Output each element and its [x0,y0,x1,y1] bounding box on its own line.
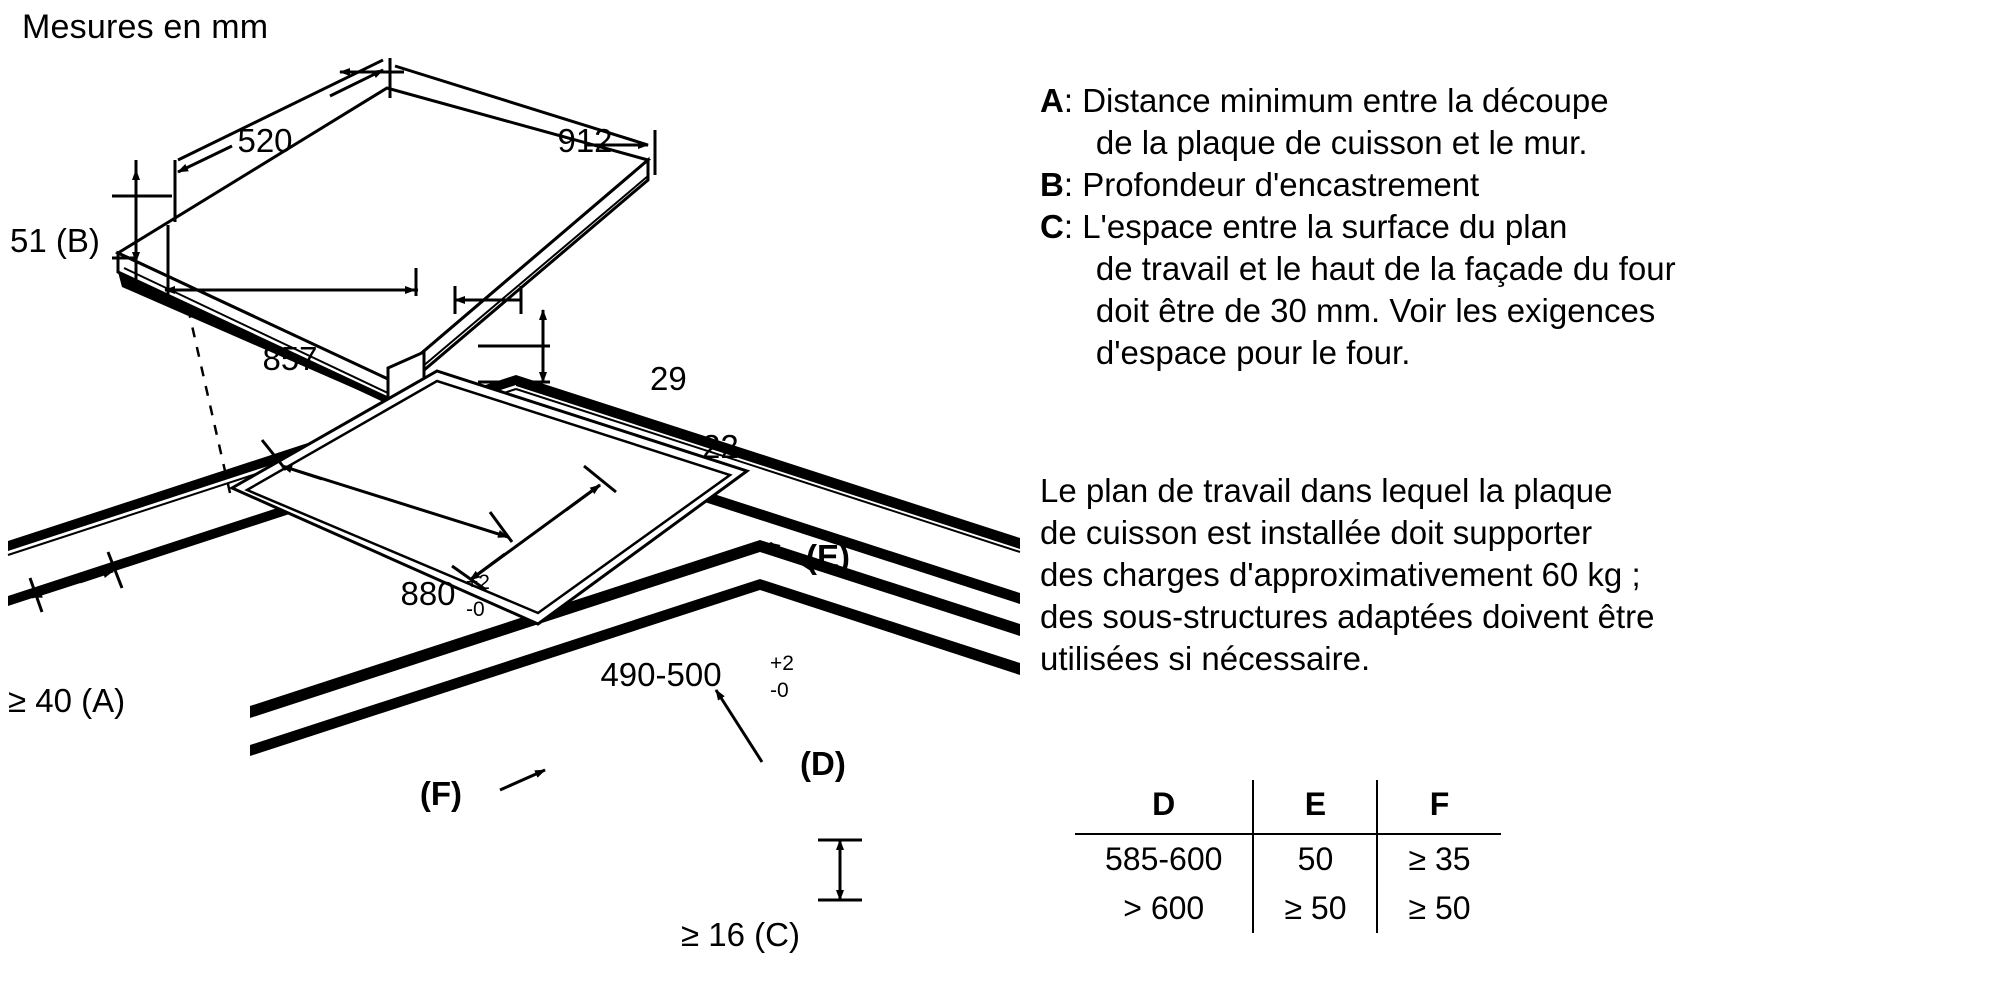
legend-key-c: C [1040,208,1064,245]
legend-line: Profondeur d'encastrement [1082,166,1480,203]
table-cell: 585-600 [1105,841,1223,877]
unit-note: Mesures en mm [22,8,269,46]
legend-line: L'espace entre la surface du plan [1082,208,1568,245]
dim-16-C [818,840,862,900]
dimension-table [1075,780,1501,933]
worktop-front-edge [250,540,1020,756]
label-880-tol-minus: -0 [466,598,485,621]
legend-line: d'espace pour le four. [1095,334,1411,371]
table-cell: ≥ 35 [1377,834,1500,884]
legend-line: Distance minimum entre la découpe [1082,82,1609,119]
table-header-row [1075,780,1501,834]
dim-40-A [30,552,122,612]
table-cell: > 600 [1123,890,1205,926]
label-880: 880 [400,575,456,612]
paragraph-line: des sous-structures adaptées doivent être [1040,598,1655,635]
paragraph-line: utilisées si nécessaire. [1040,640,1371,677]
legend-line: doit être de 30 mm. Voir les exigences [1095,292,1656,329]
table-cell: 50 [1253,834,1377,884]
label-912: 912 [557,122,613,159]
table-row [1075,884,1501,933]
label-22: 22 [702,428,739,465]
table-row [1075,834,1501,884]
legend-line: de la plaque de cuisson et le mur. [1095,124,1588,161]
table-cell: ≥ 50 [1253,884,1377,933]
legend-key-a: A [1040,82,1064,119]
label-16-C: ≥ 16 (C) [681,916,800,953]
dim-22 [478,310,550,382]
paragraph-line: Le plan de travail dans lequel la plaque [1040,472,1613,509]
paragraph-line: des charges d'approximativement 60 kg ; [1040,556,1641,593]
label-E: (E) [806,538,850,575]
legend-line: de travail et le haut de la façade du four [1095,250,1676,287]
table-header-f: F [1377,780,1500,834]
label-857: 857 [262,340,318,377]
legend-key-b: B [1040,166,1064,203]
label-520: 520 [237,122,293,159]
legend-text-b: : Profondeur d'encastrement [1063,166,1480,203]
table-header-d: D [1152,786,1176,822]
paragraph-line: de cuisson est installée doit supporter [1040,514,1593,551]
legend-list [1040,80,1990,374]
label-490-500-tol-plus: +2 [770,652,794,675]
marker-F [500,770,545,790]
label-51-B: 51 (B) [10,222,100,259]
legend-item-c [1040,206,1990,374]
label-490-500-group [600,652,794,702]
label-29: 29 [650,360,687,397]
legend-text-c: : L'espace entre la surface du plan de travail et le haut de la façade du four doit être de 30 mm. Voir les exigences d'espace pour le four. [1064,206,1990,374]
label-490-500: 490-500 [600,656,722,693]
label-490-500-tol-minus: -0 [770,679,789,702]
legend-item-a [1040,80,1990,164]
label-D: (D) [800,745,846,782]
label-F: (F) [419,775,462,812]
load-requirements-paragraph [1040,470,1980,680]
label-880-tol-plus: +2 [466,571,490,594]
table-header-e: E [1253,780,1377,834]
label-40-A: ≥ 40 (A) [8,682,126,719]
table-cell: ≥ 50 [1377,884,1500,933]
legend-item-b [1040,164,1990,206]
marker-D [716,690,762,762]
legend-text-a: : Distance minimum entre la découpe de la plaque de cuisson et le mur. [1064,80,1990,164]
